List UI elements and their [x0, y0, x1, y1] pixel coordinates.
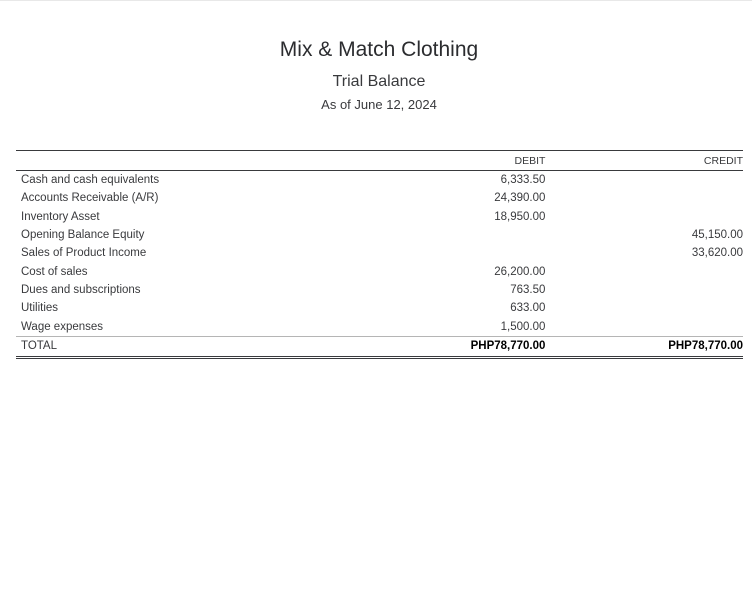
total-credit-amount[interactable]: PHP78,770.00 [545, 336, 743, 357]
trial-balance-table [16, 150, 743, 359]
total-debit-amount[interactable]: PHP78,770.00 [382, 336, 545, 357]
credit-amount[interactable] [545, 281, 743, 299]
table-row [16, 244, 743, 262]
credit-column-header[interactable]: CREDIT [545, 151, 743, 171]
company-name: Mix & Match Clothing [279, 38, 479, 61]
table-row [16, 226, 743, 244]
debit-amount[interactable]: 24,390.00 [494, 192, 546, 205]
account-name[interactable]: Dues and subscriptions [21, 283, 141, 296]
account-column-header [16, 151, 382, 171]
page-top-border [0, 0, 752, 1]
debit-amount[interactable]: 18,950.00 [494, 210, 546, 223]
report-header [0, 36, 752, 113]
debit-amount[interactable]: 633.00 [510, 302, 546, 315]
credit-amount[interactable] [545, 208, 743, 226]
table-row [16, 299, 743, 317]
credit-amount[interactable] [545, 189, 743, 207]
account-name[interactable]: Wage expenses [21, 320, 104, 333]
table-row [16, 281, 743, 299]
table-row [16, 317, 743, 336]
account-name[interactable]: Cost of sales [21, 265, 88, 278]
debit-amount[interactable] [382, 244, 545, 262]
debit-amount[interactable]: 1,500.00 [500, 320, 546, 333]
total-label: TOTAL [16, 336, 382, 357]
total-row [16, 336, 743, 357]
credit-amount[interactable]: 45,150.00 [691, 229, 743, 242]
credit-amount[interactable]: 33,620.00 [691, 247, 743, 260]
credit-amount[interactable] [545, 317, 743, 336]
account-name[interactable]: Utilities [21, 302, 59, 315]
account-name[interactable]: Accounts Receivable (A/R) [21, 192, 159, 205]
account-name[interactable]: Opening Balance Equity [21, 229, 145, 242]
debit-amount[interactable]: 26,200.00 [494, 265, 546, 278]
account-name[interactable]: Inventory Asset [21, 210, 100, 223]
credit-amount[interactable] [545, 299, 743, 317]
table-row [16, 171, 743, 190]
table-row [16, 208, 743, 226]
debit-amount[interactable] [382, 226, 545, 244]
credit-amount[interactable] [545, 262, 743, 280]
account-name[interactable]: Sales of Product Income [21, 247, 147, 260]
report-date: As of June 12, 2024 [321, 97, 437, 112]
debit-amount[interactable]: 6,333.50 [500, 174, 546, 187]
table-row [16, 262, 743, 280]
debit-column-header[interactable]: DEBIT [382, 151, 545, 171]
account-name[interactable]: Cash and cash equivalents [21, 174, 160, 187]
debit-amount[interactable]: 763.50 [510, 283, 546, 296]
credit-amount[interactable] [545, 171, 743, 190]
report-title: Trial Balance [332, 73, 426, 90]
table-header-row [16, 151, 743, 171]
table-row [16, 189, 743, 207]
